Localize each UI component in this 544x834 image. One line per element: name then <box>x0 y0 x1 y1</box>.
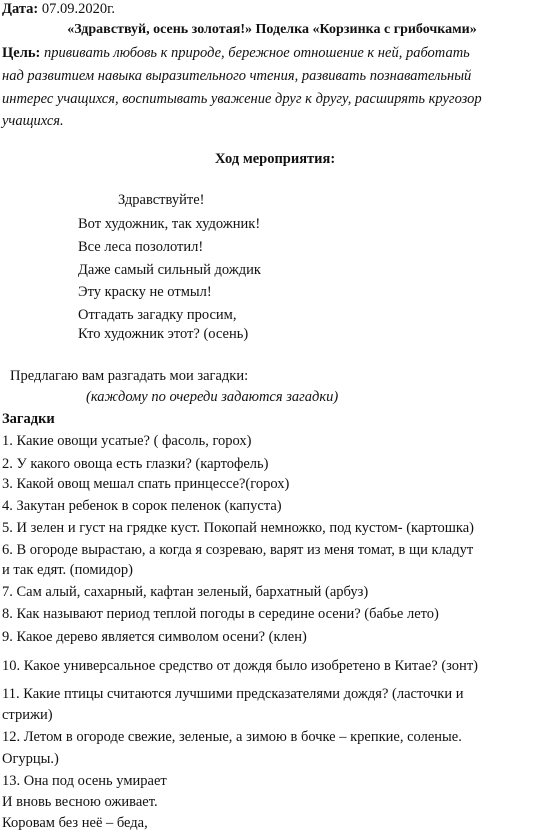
riddle-2: 2. У какого овоща есть глазки? (картофель) <box>2 456 269 472</box>
riddle-6: 6. В огороде вырастаю, а когда я созреваю, варят из меня томат, в щи кладут <box>2 542 474 558</box>
riddles-heading: Загадки <box>2 411 55 427</box>
riddle-3: 3. Какой овощ мешал спать принцессе?(горох) <box>2 476 290 492</box>
riddle-13-line-3: Коровам без неё – беда, <box>2 815 148 831</box>
riddle-1: 1. Какие овощи усатые? ( фасоль, горох) <box>2 433 252 449</box>
riddle-12-cont: Огурцы.) <box>2 751 59 767</box>
poem-line-3: Все леса позолотил! <box>78 239 204 255</box>
document-title: «Здравствуй, осень золотая!» Поделка «Корзинка с грибочками» <box>67 22 477 37</box>
date-line <box>2 0 542 18</box>
intro-text: Предлагаю вам разгадать мои загадки: <box>10 368 249 384</box>
poem-line-1: Здравствуйте! <box>118 192 205 208</box>
riddle-5: 5. И зелен и густ на грядке куст. Покопай немножко, под кустом- (картошка) <box>2 520 475 536</box>
date-value: 07.09.2020г. <box>41 1 116 17</box>
date-label: Дата: <box>2 1 39 17</box>
riddle-11-cont: стрижи) <box>2 707 53 723</box>
riddle-12: 12. Летом в огороде свежие, зеленые, а зимою в бочке – крепкие, соленые. <box>2 729 462 745</box>
poem-line-7: Кто художник этот? (осень) <box>78 326 249 342</box>
intro-note: (каждому по очереди задаются загадки) <box>86 389 339 405</box>
poem-line-6: Отгадать загадку просим, <box>78 307 237 323</box>
poem-line-4: Даже самый сильный дождик <box>78 262 261 278</box>
riddle-10: 10. Какое универсальное средство от дождя было изобретено в Китае? (зонт) <box>2 658 478 674</box>
riddle-6-cont: и так едят. (помидор) <box>2 562 133 578</box>
riddle-13: 13. Она под осень умирает <box>2 773 167 789</box>
goal-text-3: интерес учащихся, воспитывать уважение друг к другу, расширять кругозор <box>2 91 482 107</box>
riddle-8: 8. Как называют период теплой погоды в середине осени? (бабье лето) <box>2 606 439 622</box>
goal-text-1: прививать любовь к природе, бережное отношение к ней, работать <box>43 45 470 61</box>
poem-line-2: Вот художник, так художник! <box>78 216 261 232</box>
poem-line-5: Эту краску не отмыл! <box>78 284 212 300</box>
goal-text-4: учащихся. <box>2 113 64 129</box>
goal-line-1 <box>2 44 542 62</box>
riddle-9: 9. Какое дерево является символом осени? (клен) <box>2 629 307 645</box>
riddle-7: 7. Сам алый, сахарный, кафтан зеленый, бархатный (арбуз) <box>2 584 369 600</box>
riddle-11: 11. Какие птицы считаются лучшими предсказателями дождя? (ласточки и <box>2 686 464 702</box>
riddle-13-line-2: И вновь весною оживает. <box>2 794 158 810</box>
section-heading: Ход мероприятия: <box>215 151 336 167</box>
goal-label: Цель: <box>2 45 41 61</box>
goal-text-2: над развитием навыка выразительного чтения, развивать познавательный <box>2 68 472 84</box>
riddle-4: 4. Закутан ребенок в сорок пеленок (капуста) <box>2 498 282 514</box>
